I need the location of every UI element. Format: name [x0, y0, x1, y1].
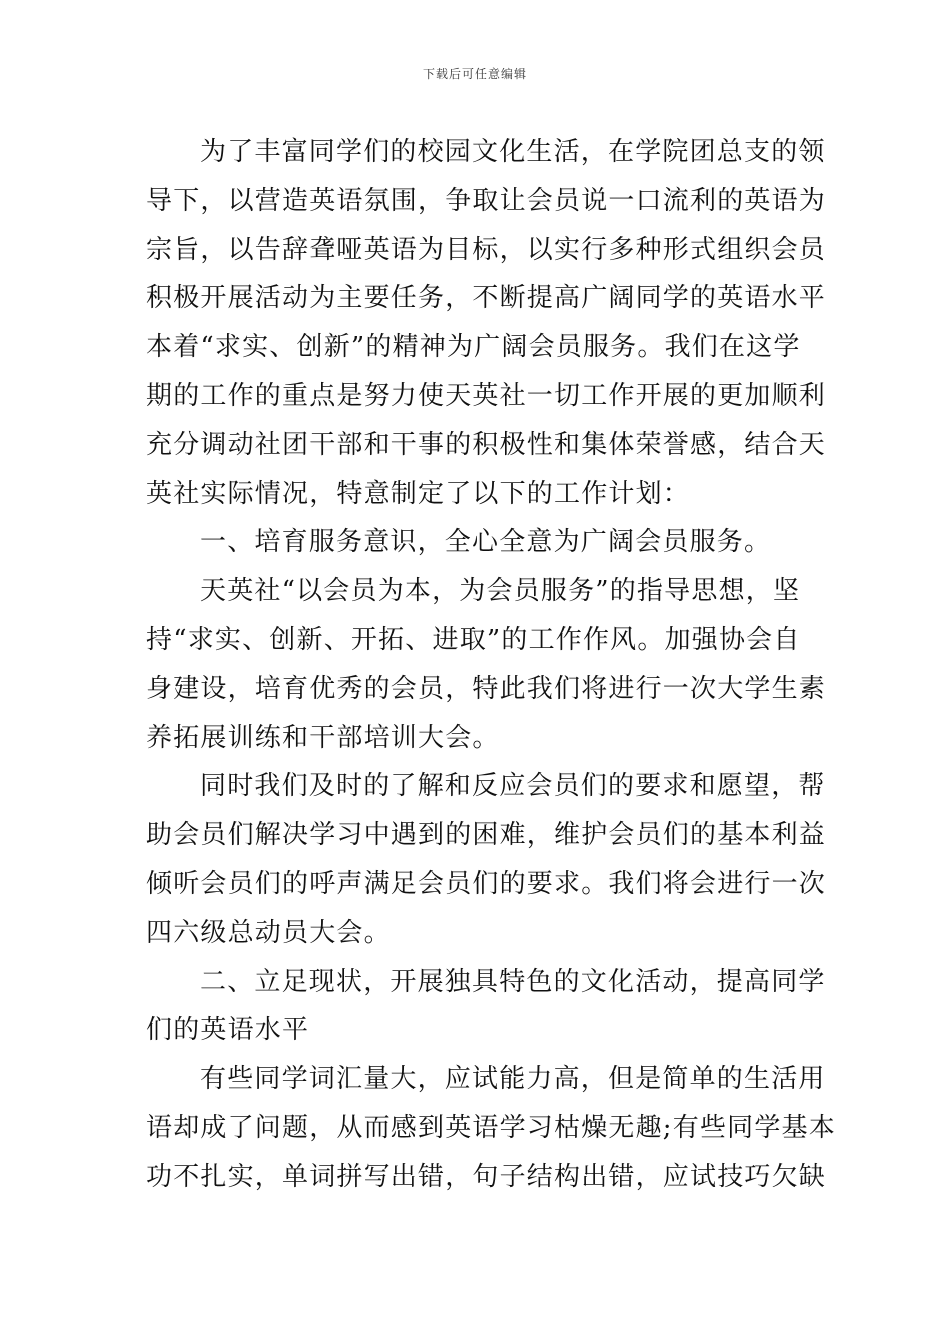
text-line: 身建设，培育优秀的会员，特此我们将进行一次大学生素: [146, 673, 827, 704]
text-line: 为了丰富同学们的校园文化生活，在学院团总支的领: [200, 137, 826, 167]
text-line: 倾听会员们的呼声满足会员们的要求。我们将会进行一次: [146, 868, 827, 899]
text-line: 英社实际情况，特意制定了以下的工作计划：: [146, 478, 691, 509]
text-line: 宗旨，以告辞聋哑英语为目标，以实行多种形式组织会员: [146, 234, 827, 265]
page-header: 下载后可任意编辑: [422, 67, 527, 81]
text-line: 导下，以营造英语氛围，争取让会员说一口流利的英语为: [146, 185, 827, 216]
document-body: [146, 128, 836, 1202]
text-line: 二、立足现状，开展独具特色的文化活动，提高同学: [200, 966, 826, 997]
text-line: 四六级总动员大会。: [146, 917, 391, 948]
text-line: 持“求实、创新、开拓、进取”的工作作风。加强协会自: [146, 624, 801, 655]
text-line: 期的工作的重点是努力使天英社一切工作开展的更加顺利: [146, 380, 827, 411]
text-line: 一、培育服务意识，全心全意为广阔会员服务。: [200, 527, 772, 558]
text-line: 有些同学词汇量大，应试能力高，但是简单的生活用: [200, 1064, 826, 1095]
text-line: 天英社“以会员为本，为会员服务”的指导思想，坚: [200, 576, 801, 607]
text-line: 充分调动社团干部和干事的积极性和集体荣誉感，结合天: [146, 429, 827, 460]
text-line: 同时我们及时的了解和反应会员们的要求和愿望，帮: [200, 771, 826, 802]
text-line: 们的英语水平: [146, 1015, 310, 1046]
text-line: 积极开展活动为主要任务，不断提高广阔同学的英语水平: [146, 283, 827, 314]
text-line: 本着“求实、创新”的精神为广阔会员服务。我们在这学: [146, 332, 801, 363]
text-line: 功不扎实，单词拼写出错，句子结构出错，应试技巧欠缺: [146, 1161, 827, 1192]
text-line: 助会员们解决学习中遇到的困难，维护会员们的基本利益: [146, 820, 827, 851]
text-line: 语却成了问题，从而感到英语学习枯燥无趣;有些同学基本: [146, 1112, 836, 1143]
text-line: 养拓展训练和干部培训大会。: [146, 722, 500, 753]
